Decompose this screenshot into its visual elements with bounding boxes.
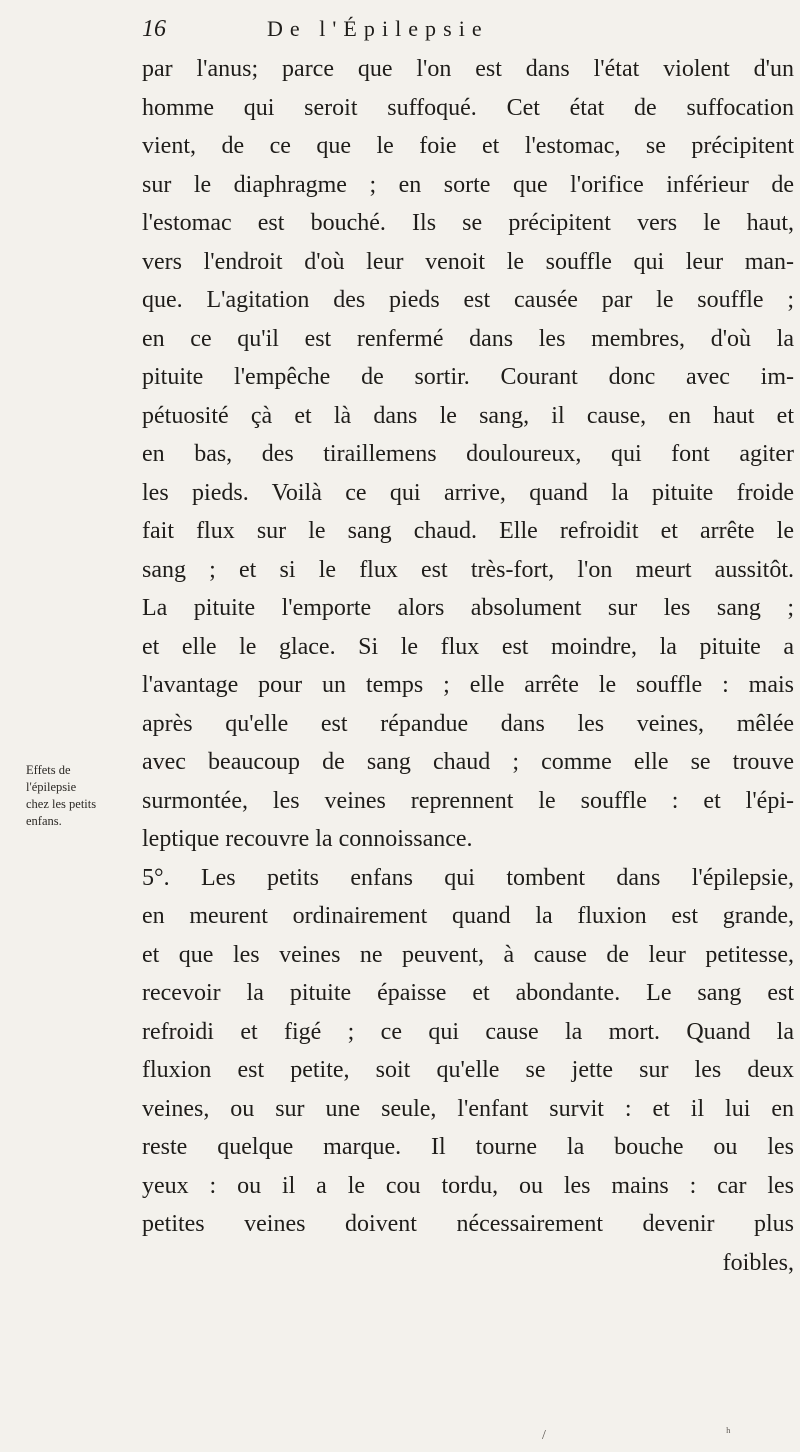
text-line: 5°. Les petits enfans qui tombent dans l'épilepsie, [142, 864, 794, 891]
text-line: veines, ou sur une seule, l'enfant survit : et il lui en [142, 1095, 794, 1122]
text-line: et elle le glace. Si le flux est moindre, la pituite a [142, 633, 794, 660]
text-line: reste quelque marque. Il tourne la bouche ou les [142, 1134, 794, 1160]
text-line: La pituite l'emporte alors absolument sur les sang ; [142, 595, 794, 621]
text-line: leptique recouvre la connoissance. [142, 826, 473, 852]
text-line: en bas, des tiraillemens douloureux, qui font agiter [142, 441, 794, 467]
text-line: yeux : ou il a le cou tordu, ou les mains : car les [142, 1172, 794, 1199]
margin-note [26, 762, 132, 830]
text-line: vient, de ce que le foie et l'estomac, se précipitent [142, 133, 794, 159]
text-line: et que les veines ne peuvent, à cause de leur petitesse, [142, 941, 794, 968]
text-line: refroidi et figé ; ce qui cause la mort. Quand la [142, 1018, 794, 1045]
text-line: sur le diaphragme ; en sorte que l'orifice inférieur de [142, 171, 794, 198]
margin-note-line: l'épilepsie [26, 780, 77, 794]
margin-note-line: Effets de [26, 763, 71, 777]
text-line: après qu'elle est répandue dans les veines, mêlée [142, 710, 794, 737]
text-line: surmontée, les veines reprennent le souffle : et l'épi- [142, 787, 794, 814]
text-line: pétuosité çà et là dans le sang, il cause, en haut et [142, 402, 794, 429]
print-mark: ʰ [726, 1426, 731, 1441]
text-line: petites veines doivent nécessairement devenir plus [142, 1211, 794, 1237]
text-line: en meurent ordinairement quand la fluxion est grande, [142, 903, 794, 929]
catchword: foibles, [722, 1249, 794, 1276]
text-line: homme qui seroit suffoqué. Cet état de suffocation [142, 94, 794, 121]
body-text [142, 50, 794, 1282]
print-mark: / [542, 1428, 546, 1443]
text-line: fluxion est petite, soit qu'elle se jette sur les deux [142, 1057, 794, 1083]
text-line: les pieds. Voilà ce qui arrive, quand la pituite froide [142, 479, 794, 506]
text-line: pituite l'empêche de sortir. Courant donc avec im- [142, 364, 794, 390]
text-line: l'avantage pour un temps ; elle arrête le souffle : mais [142, 672, 794, 698]
running-head [142, 14, 792, 48]
running-title: De l'Épilepsie [267, 16, 489, 41]
text-line: recevoir la pituite épaisse et abondante. Le sang est [142, 980, 794, 1006]
margin-note-line: chez les petits [26, 797, 97, 811]
text-line: sang ; et si le flux est très-fort, l'on meurt aussitôt. [142, 556, 794, 583]
page-number: 16 [142, 16, 166, 42]
margin-note-line: enfans. [26, 814, 62, 828]
text-line: fait flux sur le sang chaud. Elle refroidit et arrête le [142, 518, 794, 544]
text-line: vers l'endroit d'où leur venoit le souffle qui leur man- [142, 248, 794, 275]
text-line: l'estomac est bouché. Ils se précipitent vers le haut, [142, 210, 794, 236]
text-line: en ce qu'il est renfermé dans les membres, d'où la [142, 325, 794, 352]
text-line: avec beaucoup de sang chaud ; comme elle se trouve [142, 749, 794, 775]
text-line: par l'anus; parce que l'on est dans l'état violent d'un [142, 56, 794, 82]
text-line: que. L'agitation des pieds est causée par le souffle ; [142, 287, 794, 313]
